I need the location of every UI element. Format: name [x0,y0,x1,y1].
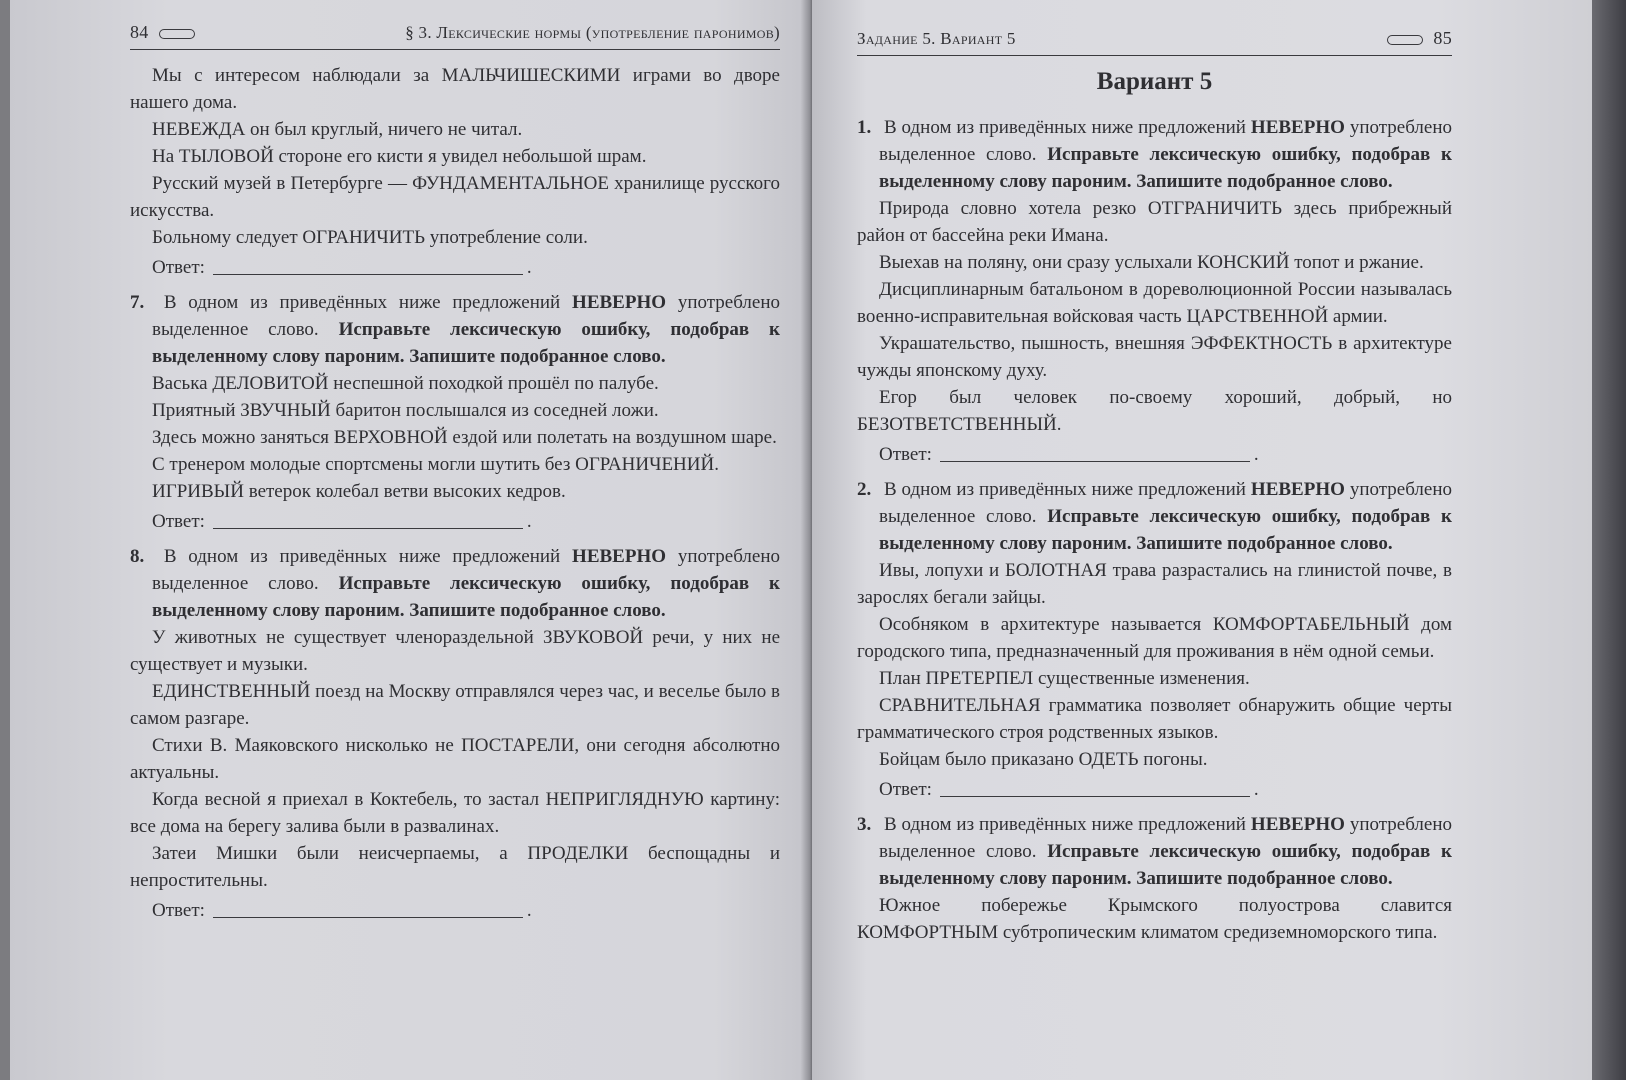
sentence: Мы с интересом наблюдали за МАЛЬЧИШЕСКИМИ играми во дворе нашего дома. [130,65,780,113]
sentence: Русский музей в Петербурге — ФУНДАМЕНТАЛЬНОЕ хранилище русского искусства. [130,173,780,221]
answer-line: Ответ: . [879,779,1259,800]
sentence: Дисциплинарным батальоном в дореволюционной России называлась военно-исправительная войсковая часть ЦАРСТВЕННОЙ армии. [857,279,1452,327]
task-number: 3. [857,814,872,835]
task-question: 2. В одном из приведённых ниже предложений НЕВЕРНО употреблено выделенное слово. Исправьте лексическую ошибку, подобрав к выделенному слову пароним. Запишите подобранное слово. [857,476,1452,557]
sentence: Природа словно хотела резко ОТГРАНИЧИТЬ здесь прибрежный район от бассейна реки Имана. [857,198,1452,246]
sentence: ЕДИНСТВЕННЫЙ поезд на Москву отправлялся через час, и веселье было в самом разгаре. [130,681,780,729]
pen-ornament-icon [159,29,195,39]
running-head-right: Задание 5. Вариант 5 [857,29,1016,48]
sentence: Бойцам было приказано ОДЕТЬ погоны. [879,749,1208,770]
variant-title: Вариант 5 [1096,68,1213,95]
task-question: 3. В одном из приведённых ниже предложений НЕВЕРНО употреблено выделенное слово. Исправьте лексическую ошибку, подобрав к выделенному слову пароним. Запишите подобранное слово. [857,811,1452,892]
sentence: План ПРЕТЕРПЕЛ существенные изменения. [879,668,1250,689]
right-page [812,0,1592,1080]
sentence: На ТЫЛОВОЙ стороне его кисти я увидел небольшой шрам. [152,146,647,167]
task-2 [857,476,1452,801]
sentence: Егор был человек по-своему хороший, добрый, но БЕЗОТВЕТСТВЕННЫЙ. [857,387,1452,435]
answer-line: Ответ: . [152,900,532,921]
sentence: У животных не существует членораздельной ЗВУКОВОЙ речи, у них не существует и музыки. [130,627,780,675]
task-7 [130,289,780,533]
pen-ornament-icon [1387,35,1423,45]
sentence: Стихи В. Маяковского нисколько не ПОСТАРЕЛИ, они сегодня абсолютно актуальны. [130,735,780,783]
right-page-header [857,28,1452,56]
task-question: 8. В одном из приведённых ниже предложений НЕВЕРНО употреблено выделенное слово. Исправьте лексическую ошибку, подобрав к выделенному слову пароним. Запишите подобранное слово. [130,543,780,624]
sentence: СРАВНИТЕЛЬНАЯ грамматика позволяет обнаружить общие черты грамматического строя родственных языков. [857,695,1452,743]
left-page-header [130,22,780,50]
sentence: С тренером молодые спортсмены могли шутить без ОГРАНИЧЕНИЙ. [152,454,719,475]
sentence: Больному следует ОГРАНИЧИТЬ употребление соли. [152,227,588,248]
sentence: Приятный ЗВУЧНЫЙ баритон послышался из соседней ложи. [152,400,659,421]
sentence: Особняком в архитектуре называется КОМФОРТАБЕЛЬНЫЙ дом городского типа, предназначенный для проживания в нём одной семьи. [857,614,1452,662]
book-edge [1592,0,1626,1080]
page-number-left: 84 [130,22,149,42]
answer-line: Ответ: . [152,257,532,278]
task-8 [130,543,780,922]
page-number-right: 85 [1433,28,1452,48]
task-number: 2. [857,479,872,500]
sentence: Выехав на поляну, они сразу услыхали КОНСКИЙ топот и ржание. [879,252,1424,273]
task-number: 7. [130,292,145,313]
sentence: Украшательство, пышность, внешняя ЭФФЕКТНОСТЬ в архитектуре чужды японскому духу. [857,333,1452,381]
sentence: ИГРИВЫЙ ветерок колебал ветви высоких кедров. [152,481,566,502]
sentence: Когда весной я приехал в Коктебель, то застал НЕПРИГЛЯДНУЮ картину: все дома на берегу залива были в развалинах. [130,789,780,837]
sentence: Ивы, лопухи и БОЛОТНАЯ трава разрастались на глинистой почве, в зарослях бегали зайцы. [857,560,1452,608]
sentence: Васька ДЕЛОВИТОЙ неспешной походкой прошёл по палубе. [152,373,659,394]
left-page [10,0,810,1080]
sentence: НЕВЕЖДА он был круглый, ничего не читал. [152,119,523,140]
task-question: 1. В одном из приведённых ниже предложений НЕВЕРНО употреблено выделенное слово. Исправьте лексическую ошибку, подобрав к выделенному слову пароним. Запишите подобранное слово. [857,114,1452,195]
answer-line: Ответ: . [152,511,532,532]
answer-line: Ответ: . [879,444,1259,465]
task-1 [857,114,1452,466]
task-3 [857,811,1452,946]
sentence: Здесь можно заняться ВЕРХОВНОЙ ездой или полетать на воздушном шаре. [152,427,777,448]
sentence: Затеи Мишки были неисчерпаемы, а ПРОДЕЛКИ беспощадны и непростительны. [130,843,780,891]
task-number: 1. [857,117,872,138]
task-number: 8. [130,546,145,567]
task-question: 7. В одном из приведённых ниже предложений НЕВЕРНО употреблено выделенное слово. Исправьте лексическую ошибку, подобрав к выделенному слову пароним. Запишите подобранное слово. [130,289,780,370]
intro-sentences [130,62,780,251]
sentence: Южное побережье Крымского полуострова славится КОМФОРТНЫМ субтропическим климатом средиземноморского типа. [857,895,1452,943]
running-head-left: § 3. Лексические нормы (употребление паронимов) [405,23,780,42]
